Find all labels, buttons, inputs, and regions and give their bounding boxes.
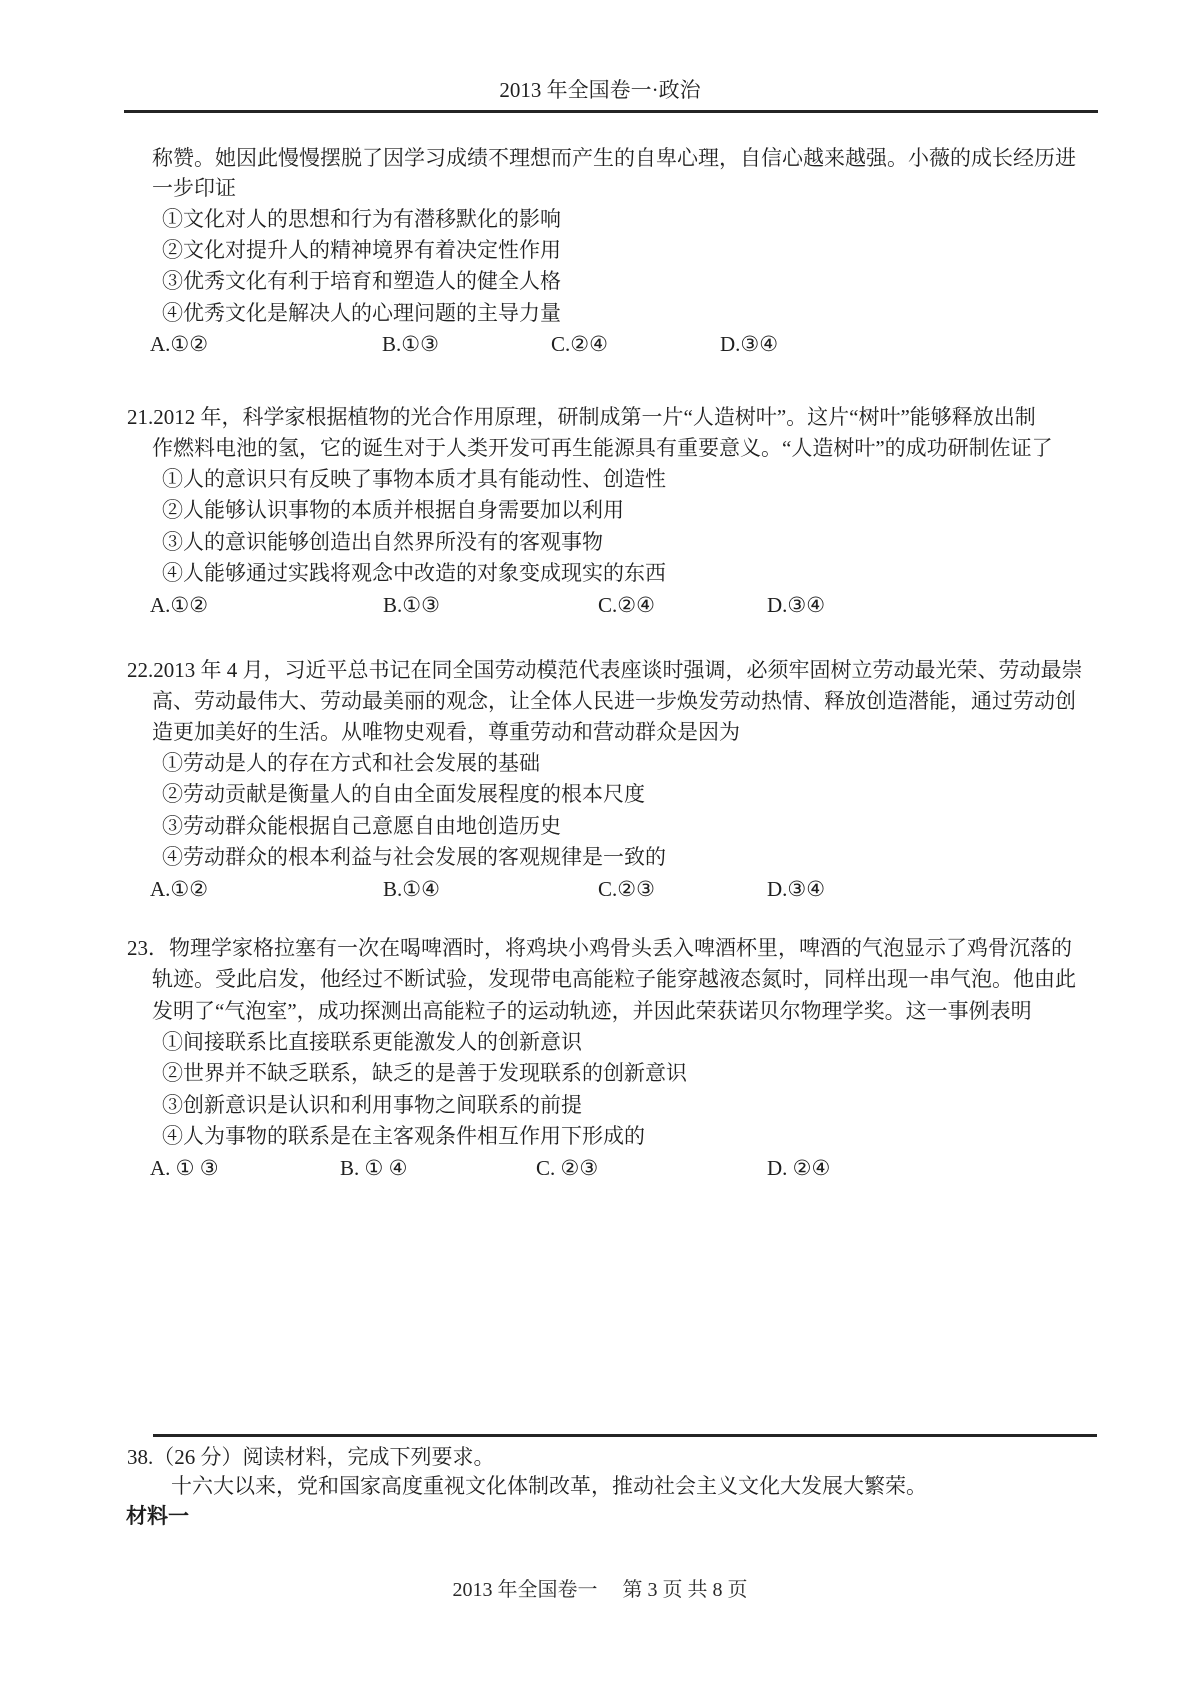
q22-stem-line: 高、劳动最伟大、劳动最美丽的观念，让全体人民进一步焕发劳动热情、释放创造潜能，通过劳动创 [152,689,1076,713]
intro-option-b: B.①③ [382,332,439,356]
q21-item-3: ③人的意识能够创造出自然界所没有的客观事物 [162,530,603,554]
q22-item-1: ①劳动是人的存在方式和社会发展的基础 [162,751,540,775]
intro-option-c: C.②④ [551,332,608,356]
intro-item-2: ②文化对提升人的精神境界有着决定性作用 [162,238,561,262]
q23-option-a: A. ① ③ [150,1156,219,1180]
header-rule [124,110,1098,113]
q23-item-2: ②世界并不缺乏联系，缺乏的是善于发现联系的创新意识 [162,1061,687,1085]
q22-option-b: B.①④ [383,877,440,901]
q22-stem-line: 22.2013 年 4 月，习近平总书记在同全国劳动模范代表座谈时强调，必须牢固树立劳动最光荣、劳动最崇 [127,658,1083,682]
q22-item-2: ②劳动贡献是衡量人的自由全面发展程度的根本尺度 [162,782,645,806]
q23-item-1: ①间接联系比直接联系更能激发人的创新意识 [162,1030,582,1054]
q23-option-d: D. ②④ [767,1156,831,1180]
q21-item-2: ②人能够认识事物的本质并根据自身需要加以利用 [162,498,624,522]
q23-option-b: B. ① ④ [340,1156,408,1180]
section-divider-rule [153,1434,1097,1437]
q23-stem-line: 轨迹。受此启发，他经过不断试验，发现带电高能粒子能穿越液态氮时，同样出现一串气泡。他由此 [152,967,1076,991]
q23-option-c: C. ②③ [536,1156,599,1180]
q21-item-1: ①人的意识只有反映了事物本质才具有能动性、创造性 [162,467,666,491]
intro-option-d: D.③④ [720,332,779,356]
q23-item-3: ③创新意识是认识和利用事物之间联系的前提 [162,1093,582,1117]
intro-item-3: ③优秀文化有利于培育和塑造人的健全人格 [162,269,561,293]
intro-item-1: ①文化对人的思想和行为有潜移默化的影响 [162,207,561,231]
intro-option-a: A.①② [150,332,209,356]
q22-option-d: D.③④ [767,877,826,901]
page-header-title: 2013 年全国卷一·政治 [499,78,701,102]
q38-material-label: 材料一 [126,1504,189,1528]
q21-item-4: ④人能够通过实践将观念中改造的对象变成现实的东西 [162,561,666,585]
q23-stem-line: 发明了“气泡室”，成功探测出高能粒子的运动轨迹，并因此荣获诺贝尔物理学奖。这一事例表明 [152,999,1032,1023]
q22-option-c: C.②③ [598,877,655,901]
q21-option-d: D.③④ [767,593,826,617]
q38-intro-line: 十六大以来，党和国家高度重视文化体制改革，推动社会主义文化大发展大繁荣。 [171,1474,927,1498]
intro-paragraph-line: 一步印证 [152,176,236,200]
q22-item-4: ④劳动群众的根本利益与社会发展的客观规律是一致的 [162,845,666,869]
intro-paragraph-line: 称赞。她因此慢慢摆脱了因学习成绩不理想而产生的自卑心理，自信心越来越强。小薇的成长经历进 [152,146,1076,170]
q21-option-c: C.②④ [598,593,655,617]
q22-item-3: ③劳动群众能根据自己意愿自由地创造历史 [162,814,561,838]
q21-stem-line: 21.2012 年，科学家根据植物的光合作用原理，研制成第一片“人造树叶”。这片“树叶”能够释放出制 [127,405,1036,429]
q23-item-4: ④人为事物的联系是在主客观条件相互作用下形成的 [162,1124,645,1148]
page-footer: 2013 年全国卷一 第 3 页 共 8 页 [452,1579,748,1601]
q21-stem-line: 作燃料电池的氢，它的诞生对于人类开发可再生能源具有重要意义。“人造树叶”的成功研制佐证了 [152,436,1053,460]
q38-heading: 38.（26 分）阅读材料，完成下列要求。 [127,1445,495,1469]
q22-stem-line: 造更加美好的生活。从唯物史观看，尊重劳动和营动群众是因为 [152,720,740,744]
q21-option-a: A.①② [150,593,209,617]
q22-option-a: A.①② [150,877,209,901]
intro-item-4: ④优秀文化是解决人的心理问题的主导力量 [162,301,561,325]
q23-stem-line: 23．物理学家格拉塞有一次在喝啤酒时，将鸡块小鸡骨头丢入啤酒杯里，啤酒的气泡显示了鸡骨沉落的 [127,936,1072,960]
q21-option-b: B.①③ [383,593,440,617]
